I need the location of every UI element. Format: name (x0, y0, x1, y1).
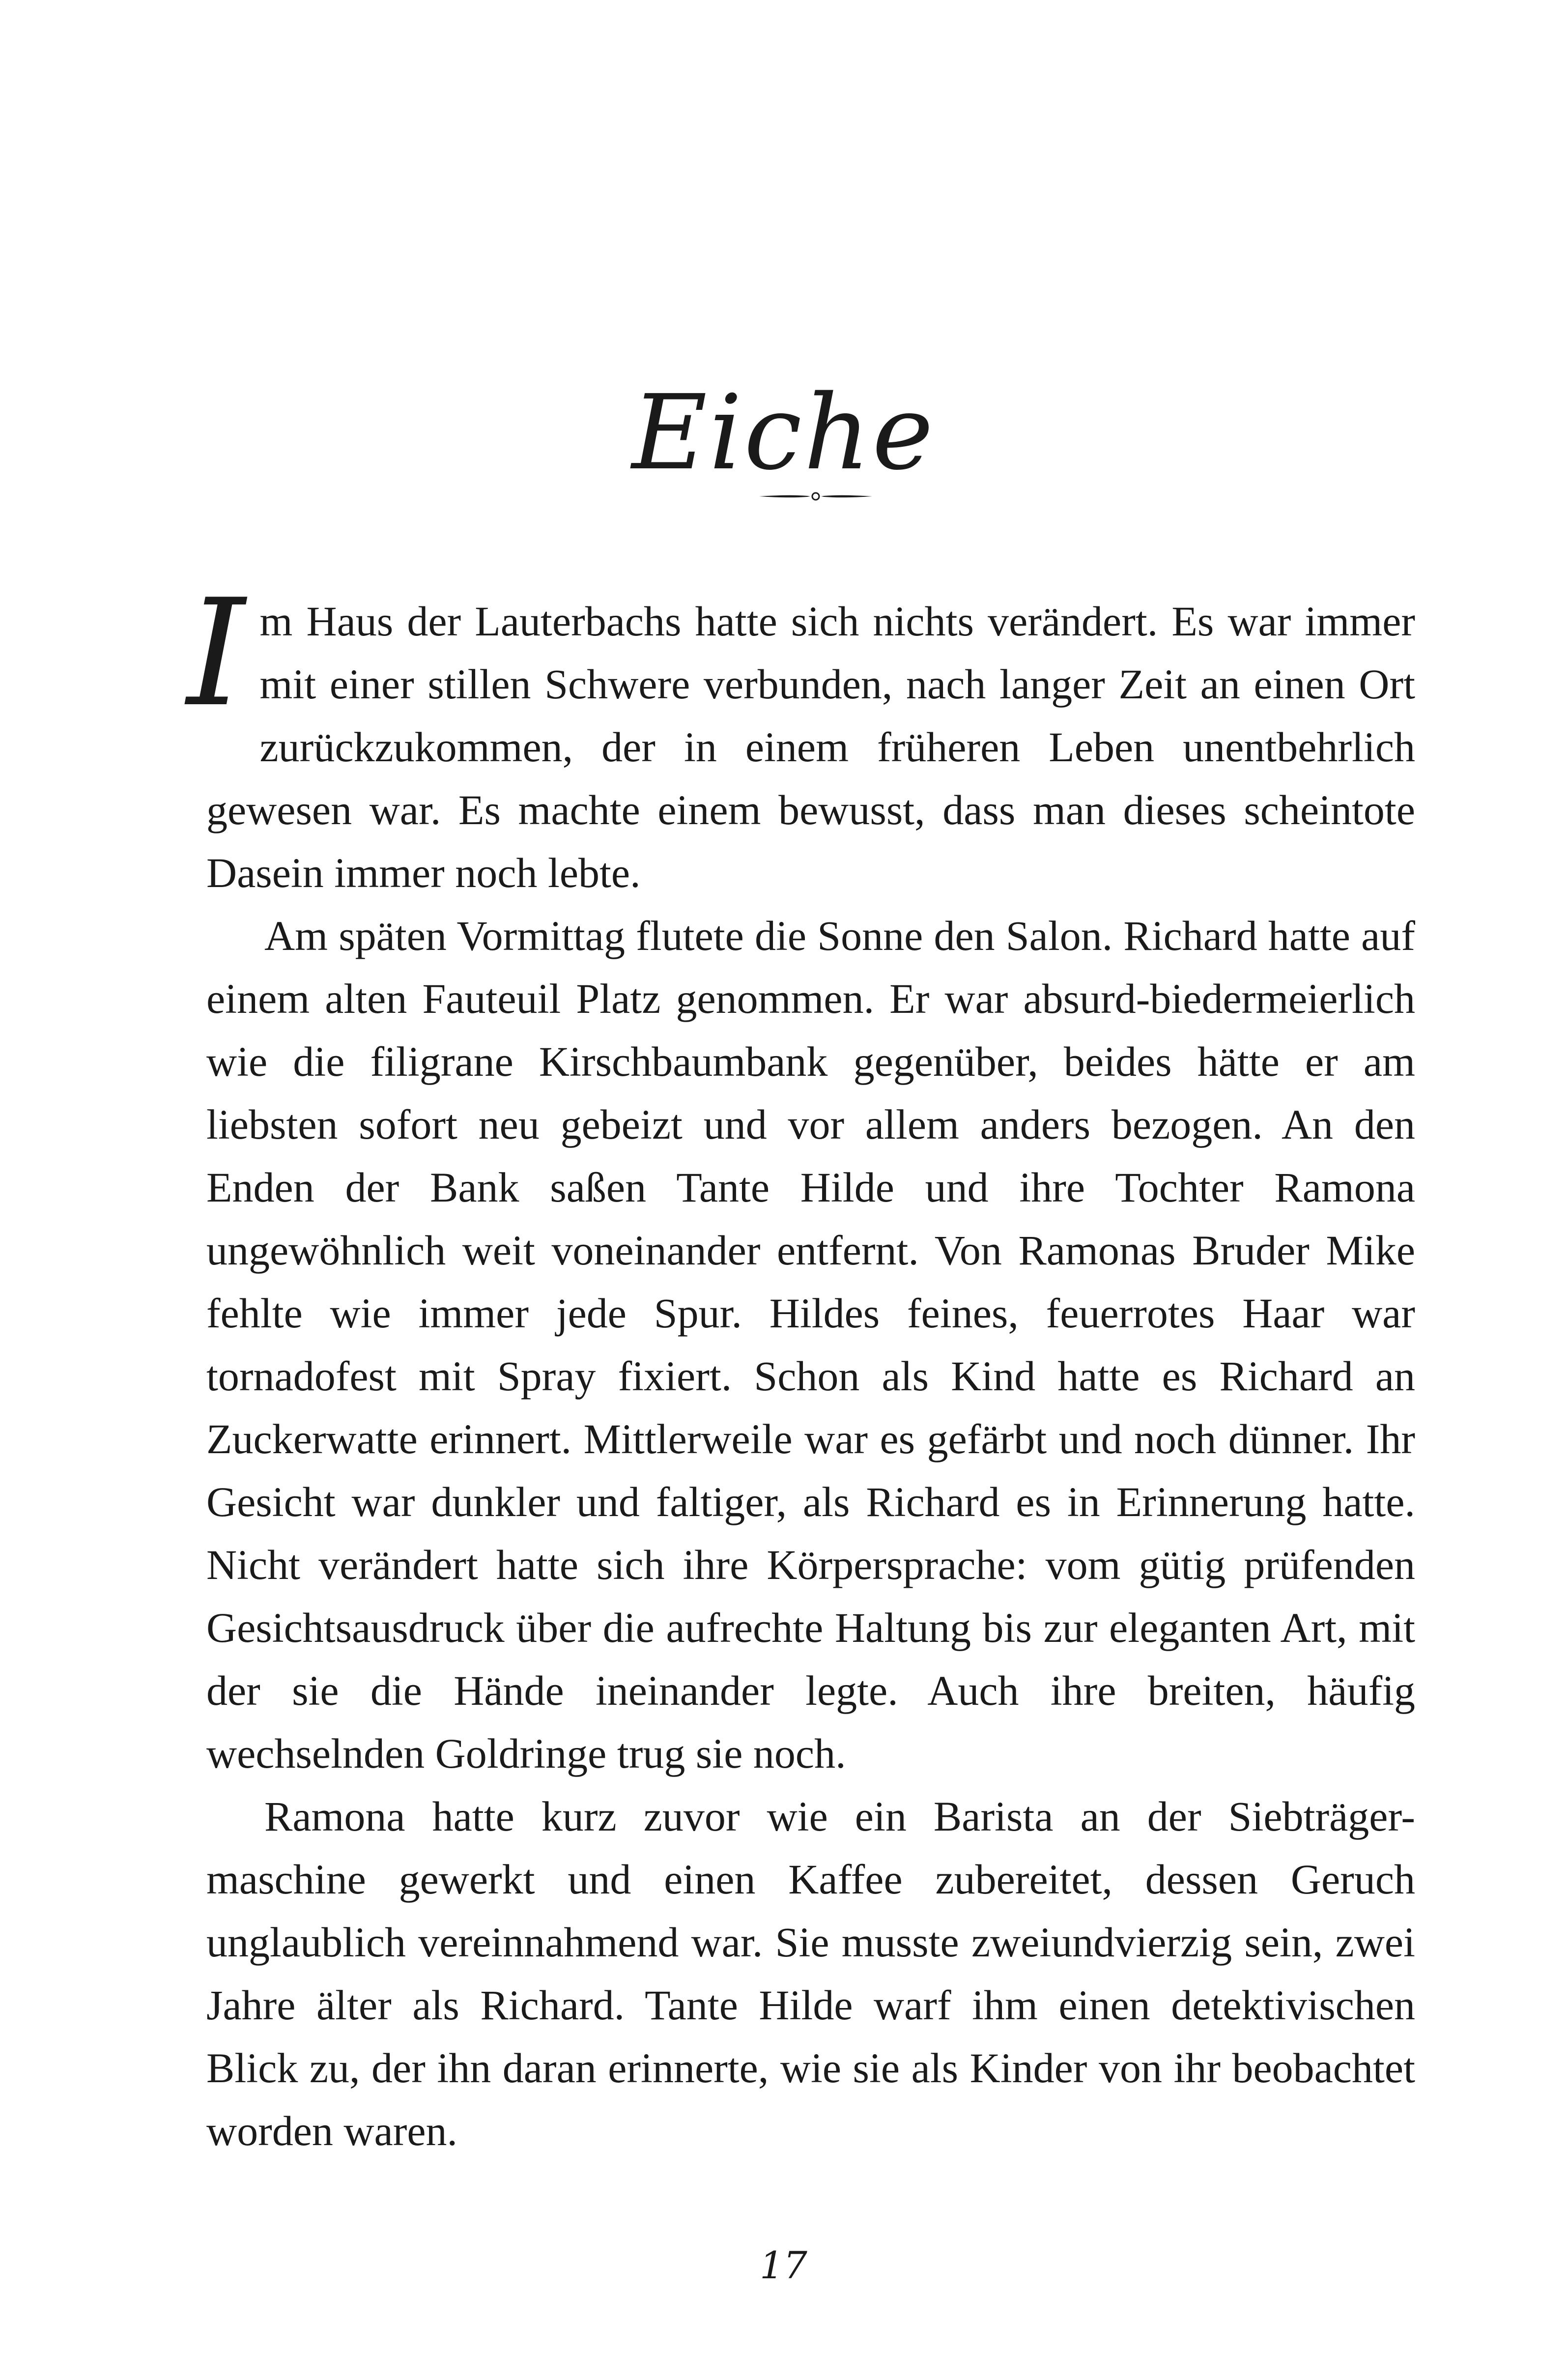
page-number: 17 (760, 2243, 807, 2287)
drop-cap: I (187, 568, 245, 739)
paragraph-2: Am späten Vormittag flutete die Sonne den Salon. Richard hatte auf einem alten Fauteuil Platz genommen. Er war absurd-biedermeierlich wie die filigrane Kirschbaumbank gegenüber, beides hätte er am liebsten sofort neu gebeizt und vor allem anders bezogen. An den Enden der Bank saßen Tante Hilde und ihre Tochter Ramona ungewöhnlich weit voneinander entfernt. Von Ramonas Bruder Mike fehlte wie immer jede Spur. Hildes feines, feuerrotes Haar war tornadofest mit Spray fixiert. Schon als Kind hatte es Richard an Zuckerwatte erinnert. Mittlerweile war es gefärbt und noch dünner. Ihr Gesicht war dunkler und faltiger, als Richard es in Erinnerung hatte. Nicht verändert hatte sich ihre Körpersprache: vom gütig prüfenden Gesichtsausdruck über die aufrechte Haltung bis zur eleganten Art, mit der sie die Hände ineinander legte. Auch ihre breiten, häufig wechselnden Goldringe trug sie noch. (206, 912, 1415, 1777)
chapter-body (187, 568, 1415, 2162)
title-ornament-divider (759, 487, 872, 506)
paragraph-1-text: m Haus der Lauterbachs hatte sich nichts verändert. Es war immer mit einer stillen Schwere verbunden, nach langer Zeit an einen Ort zurückzukommen, der in einem früheren Leben unentbehrlich gewesen war. Es machte einem bewusst, dass man dieses scheintote Dasein immer noch lebte. (206, 598, 1415, 896)
paragraph-3: Ramona hatte kurz zuvor wie ein Barista an der Siebträger-maschine gewerkt und einen Kaffee zubereitet, dessen Geruch unglaublich vereinnahmend war. Sie musste zweiundvierzig sein, zwei Jahre älter als Richard. Tante Hilde warf ihm einen detektivischen Blick zu, der ihn daran erinnerte, wie sie als Kinder von ihr beobachtet worden waren. (206, 1793, 1415, 2154)
paragraph-1 (187, 568, 1415, 904)
chapter-title: Eiche (631, 372, 936, 493)
